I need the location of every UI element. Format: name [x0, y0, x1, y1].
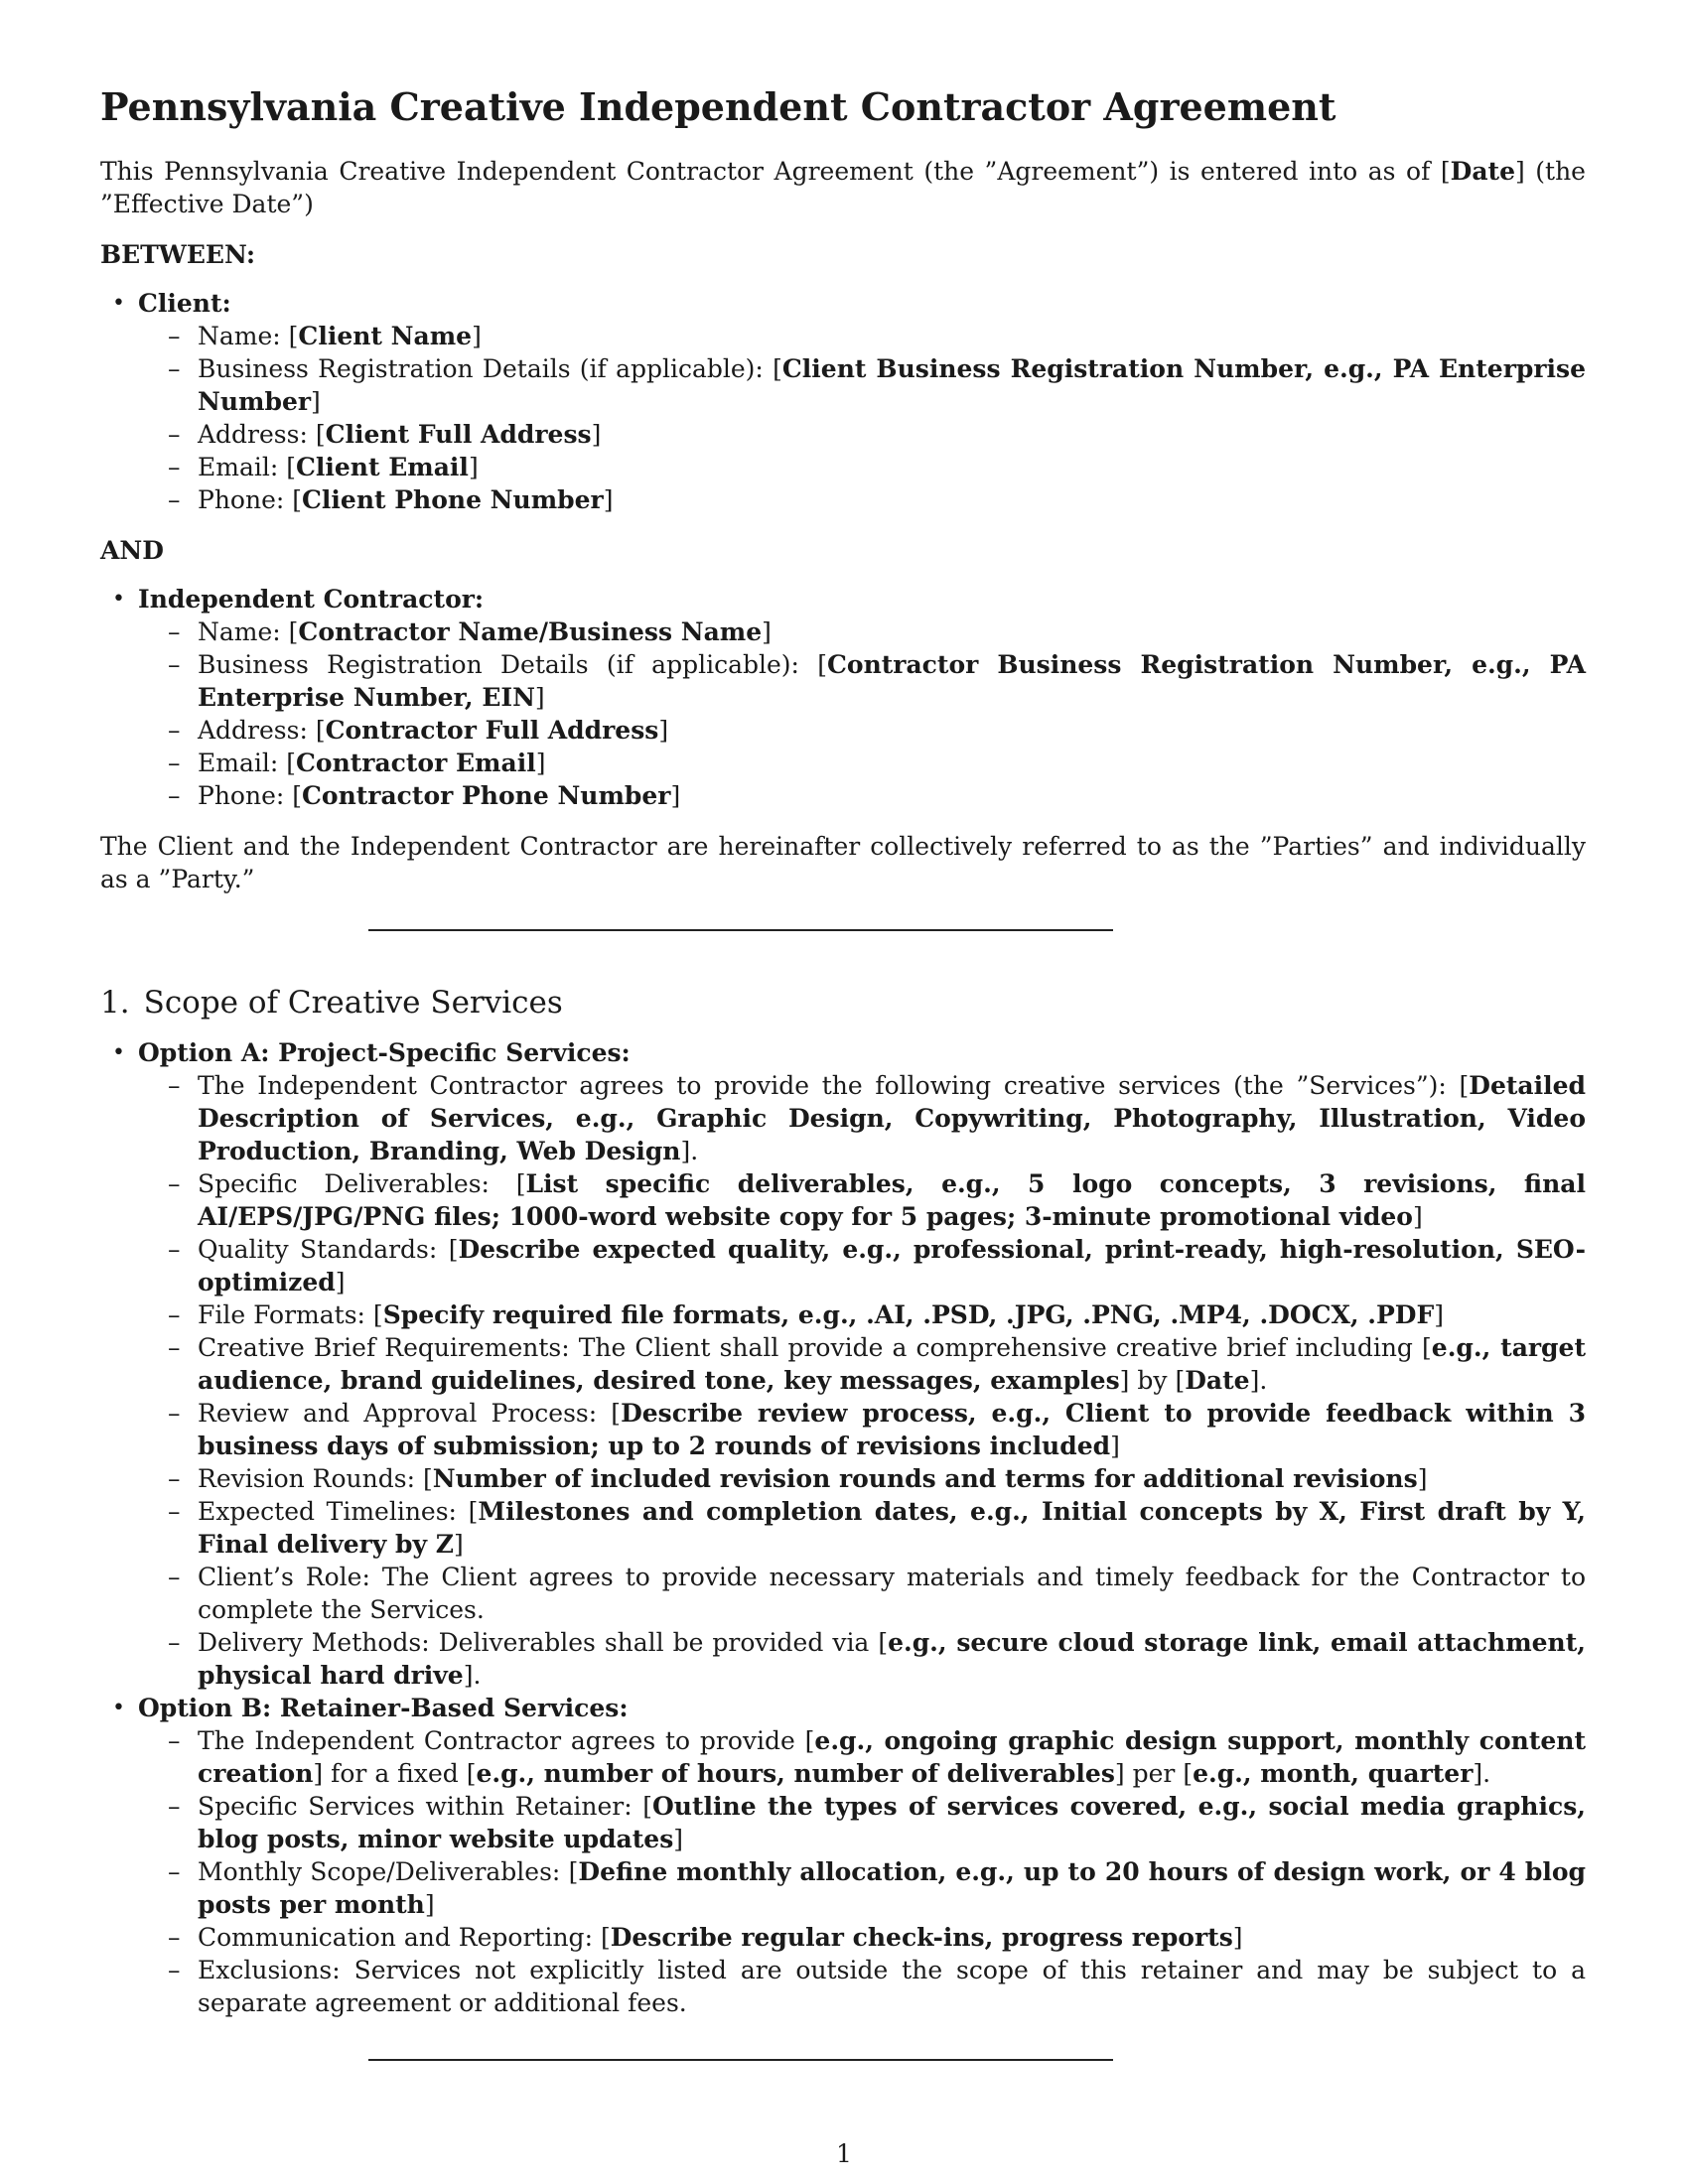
- client-phone-line: – Phone: [Client Phone Number]: [198, 483, 1586, 516]
- timeline-placeholder: Milestones and completion dates, e.g., Initial concepts by X, First draft by Y, Final delivery by Z: [198, 1497, 1586, 1559]
- contractor-item: [138, 583, 1586, 812]
- contractor-email-placeholder: Contractor Email: [296, 749, 536, 777]
- deliverables-placeholder: List specific deliverables, e.g., 5 logo concepts, 3 revisions, final AI/EPS/JPG/PNG files; 1000-word website copy for 5 pages; 3-minute promotional video: [198, 1169, 1586, 1231]
- option-b-item: [138, 1692, 1586, 2019]
- exclusions-line: – Exclusions: Services not explicitly listed are outside the scope of this retainer and may be subject to a separate agreement or additional fees.: [198, 1954, 1586, 2019]
- client-block: [100, 287, 1586, 516]
- client-registration-placeholder: Client Business Registration Number, e.g., PA Enterprise Number: [198, 354, 1586, 416]
- client-address-placeholder: Client Full Address: [325, 420, 592, 449]
- brief-date-placeholder: Date: [1185, 1366, 1250, 1395]
- client-details: [138, 320, 1586, 516]
- parties-paragraph: The Client and the Independent Contractor are hereinafter collectively referred to as the ”Parties” and individually as a ”Party.”: [100, 832, 1586, 893]
- client-role-line: – Client’s Role: The Client agrees to provide necessary materials and timely feedback for the Contractor to complete the Services.: [198, 1561, 1586, 1626]
- client-address-line: – Address: [Client Full Address]: [198, 418, 1586, 451]
- option-a-item: [138, 1036, 1586, 1692]
- contractor-registration-line: – Business Registration Details (if applicable): [Contractor Business Registration Number, e.g., PA Enterprise Number, EIN]: [198, 648, 1586, 714]
- delivery-placeholder: e.g., secure cloud storage link, email attachment, physical hard drive: [198, 1628, 1586, 1690]
- communication-line: – Communication and Reporting: [Describe regular check-ins, progress reports]: [198, 1921, 1586, 1954]
- monthly-scope-line: – Monthly Scope/Deliverables: [Define monthly allocation, e.g., up to 20 hours of design work, or 4 blog posts per month]: [198, 1855, 1586, 1921]
- section-1-title: Scope of Creative Services: [143, 985, 563, 1021]
- document-title: Pennsylvania Creative Independent Contractor Agreement: [100, 84, 1336, 129]
- review-line: – Review and Approval Process: [Describe review process, e.g., Client to provide feedback within 3 business days of submission; up to 2 rounds of revisions included]: [198, 1397, 1586, 1462]
- client-name-placeholder: Client Name: [298, 322, 473, 350]
- review-placeholder: Describe review process, e.g., Client to provide feedback within 3 business days of submission; up to 2 rounds of revisions included: [198, 1399, 1586, 1460]
- client-item: [138, 287, 1586, 516]
- option-b-heading: Option B: Retainer-Based Services:: [138, 1694, 629, 1722]
- contractor-address-line: – Address: [Contractor Full Address]: [198, 714, 1586, 747]
- brief-line: – Creative Brief Requirements: The Client shall provide a comprehensive creative brief including [e.g., target audience, brand guidelines, desired tone, key messages, examples] by [Date].: [198, 1331, 1586, 1397]
- between-label: BETWEEN:: [100, 240, 256, 269]
- contractor-email-line: – Email: [Contractor Email]: [198, 747, 1586, 779]
- option-a-details: [138, 1069, 1586, 1692]
- contractor-name-placeholder: Contractor Name/Business Name: [298, 617, 763, 646]
- section-divider-bottom: [368, 2059, 1113, 2061]
- contractor-address-placeholder: Contractor Full Address: [325, 716, 659, 745]
- client-registration-line: – Business Registration Details (if applicable): [Client Business Registration Number, e.g., PA Enterprise Number]: [198, 352, 1586, 418]
- retainer-provide-placeholder: e.g., ongoing graphic design support, monthly content creation: [198, 1726, 1586, 1788]
- scope-options: [100, 1036, 1586, 2019]
- document-page: [100, 83, 1586, 2061]
- quality-placeholder: Describe expected quality, e.g., professional, print-ready, high-resolution, SEO-optimized: [198, 1235, 1586, 1297]
- client-email-line: – Email: [Client Email]: [198, 451, 1586, 483]
- contractor-details: [138, 615, 1586, 812]
- contractor-phone-line: – Phone: [Contractor Phone Number]: [198, 779, 1586, 812]
- revision-line: – Revision Rounds: [Number of included revision rounds and terms for additional revisions]: [198, 1462, 1586, 1495]
- brief-placeholder: e.g., target audience, brand guidelines, desired tone, key messages, examples: [198, 1333, 1586, 1395]
- client-heading: Client:: [138, 289, 231, 318]
- client-phone-placeholder: Client Phone Number: [302, 485, 604, 514]
- contractor-phone-placeholder: Contractor Phone Number: [302, 781, 671, 810]
- communication-placeholder: Describe regular check-ins, progress reports: [610, 1923, 1233, 1952]
- delivery-line: – Delivery Methods: Deliverables shall be provided via [e.g., secure cloud storage link, email attachment, physical hard drive].: [198, 1626, 1586, 1692]
- contractor-block: [100, 583, 1586, 812]
- services-line: – The Independent Contractor agrees to provide the following creative services (the ”Services”): [Detailed Description of Services, e.g., Graphic Design, Copywriting, Photography, Illustration, Video Production, Branding, Web Design].: [198, 1069, 1586, 1167]
- section-1-heading: [100, 983, 1586, 1023]
- intro-paragraph: This Pennsylvania Creative Independent Contractor Agreement (the ”Agreement”) is entered into as of [Date] (the ”Effective Date”): [100, 157, 1586, 218]
- option-b-details: [138, 1724, 1586, 2019]
- option-a-heading: Option A: Project-Specific Services:: [138, 1038, 631, 1067]
- deliverables-line: – Specific Deliverables: [List specific deliverables, e.g., 5 logo concepts, 3 revisions, final AI/EPS/JPG/PNG files; 1000-word website copy for 5 pages; 3-minute promotional video]: [198, 1167, 1586, 1233]
- retainer-services-placeholder: Outline the types of services covered, e.g., social media graphics, blog posts, minor website updates: [198, 1792, 1586, 1853]
- client-name-line: – Name: [Client Name]: [198, 320, 1586, 352]
- formats-placeholder: Specify required file formats, e.g., .AI, .PSD, .JPG, .PNG, .MP4, .DOCX, .PDF: [382, 1300, 1435, 1329]
- retainer-fixed-placeholder: e.g., number of hours, number of deliverables: [476, 1759, 1115, 1788]
- services-placeholder: Detailed Description of Services, e.g., Graphic Design, Copywriting, Photography, Illustration, Video Production, Branding, Web Design: [198, 1071, 1586, 1165]
- contractor-name-line: – Name: [Contractor Name/Business Name]: [198, 615, 1586, 648]
- revision-placeholder: Number of included revision rounds and terms for additional revisions: [432, 1464, 1418, 1493]
- monthly-scope-placeholder: Define monthly allocation, e.g., up to 20 hours of design work, or 4 blog posts per month: [198, 1857, 1586, 1919]
- quality-line: – Quality Standards: [Describe expected quality, e.g., professional, print-ready, high-resolution, SEO-optimized]: [198, 1233, 1586, 1298]
- timeline-line: – Expected Timelines: [Milestones and completion dates, e.g., Initial concepts by X, First draft by Y, Final delivery by Z]: [198, 1495, 1586, 1561]
- client-email-placeholder: Client Email: [296, 453, 469, 481]
- section-divider: [368, 929, 1113, 931]
- formats-line: – File Formats: [Specify required file formats, e.g., .AI, .PSD, .JPG, .PNG, .MP4, .DOCX, .PDF]: [198, 1298, 1586, 1331]
- retainer-services-line: – Specific Services within Retainer: [Outline the types of services covered, e.g., social media graphics, blog posts, minor website updates]: [198, 1790, 1586, 1855]
- retainer-provide-line: – The Independent Contractor agrees to provide [e.g., ongoing graphic design support, monthly content creation] for a fixed [e.g., number of hours, number of deliverables] per [e.g., month, quarter].: [198, 1724, 1586, 1790]
- retainer-period-placeholder: e.g., month, quarter: [1193, 1759, 1474, 1788]
- effective-date-placeholder: Date: [1450, 157, 1515, 186]
- page-number: 1: [836, 2139, 852, 2168]
- contractor-registration-placeholder: Contractor Business Registration Number, e.g., PA Enterprise Number, EIN: [198, 650, 1586, 712]
- section-1-number: 1.: [100, 985, 130, 1021]
- contractor-heading: Independent Contractor:: [138, 585, 485, 614]
- and-label: AND: [100, 536, 164, 565]
